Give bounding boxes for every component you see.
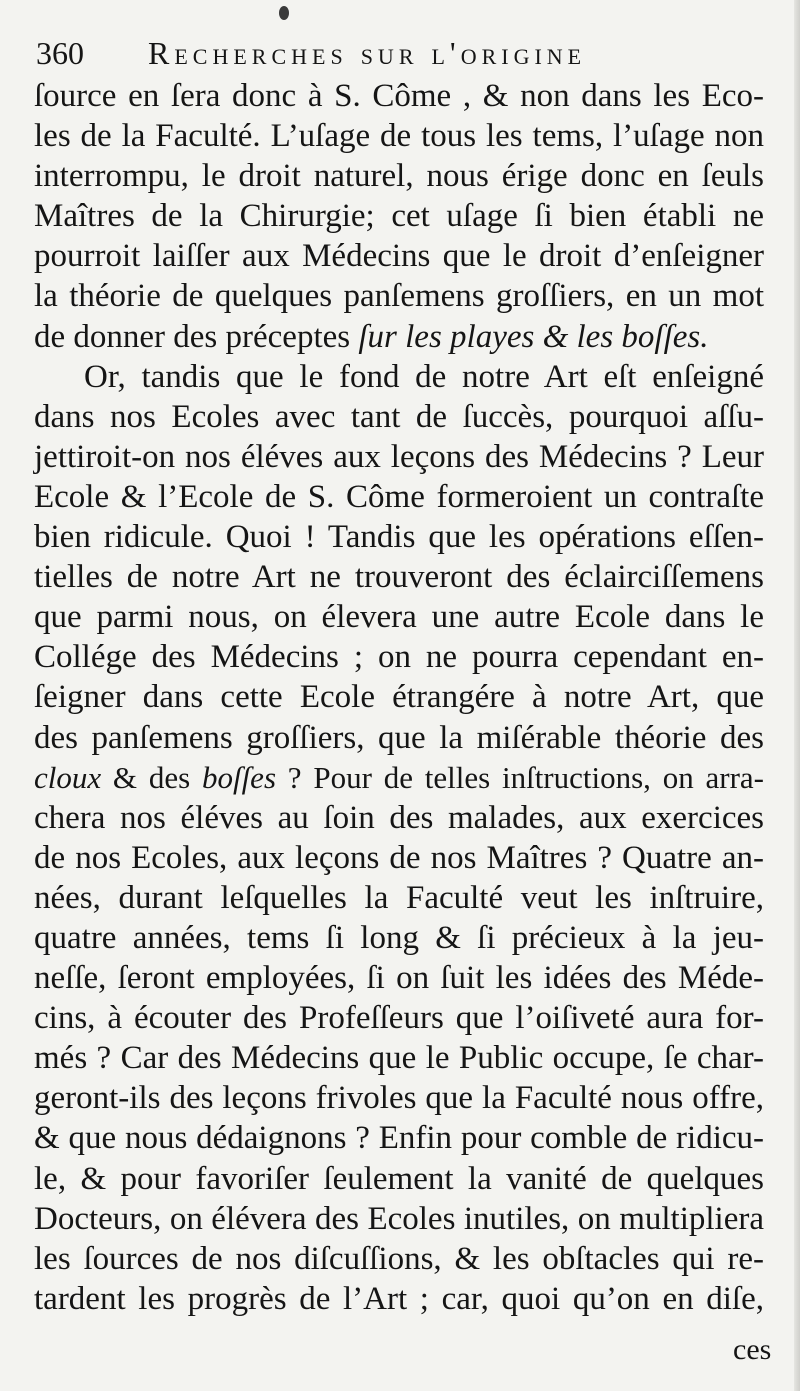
ink-mark bbox=[279, 6, 289, 20]
text-line bbox=[34, 477, 764, 517]
text-line bbox=[34, 156, 764, 196]
text-line bbox=[34, 557, 764, 597]
text-segment: de nos Ecoles, aux leçons de nos Maîtres ? Quatre an- bbox=[34, 839, 764, 876]
text-segment: dans nos Ecoles avec tant de ſuccès, pourquoi aſſu- bbox=[34, 398, 764, 435]
text-line bbox=[34, 718, 764, 758]
text-line bbox=[34, 397, 764, 437]
text-segment: & que nous dédaignons ? Enfin pour comble de ridicu- bbox=[34, 1120, 764, 1157]
text-segment: tielles de notre Art ne trouveront des éclairciſſemens bbox=[34, 559, 764, 596]
page-number: 360 bbox=[36, 35, 84, 71]
text-segment: pourroit laiſſer aux Médecins que le droit d’enſeigner bbox=[34, 238, 764, 275]
text-segment: neſſe, ſeront employées, ſi on ſuit les idées des Méde- bbox=[34, 960, 764, 997]
text-line bbox=[34, 677, 764, 717]
text-segment: Ecole & l’Ecole de S. Côme formeroient un contraſte bbox=[34, 478, 764, 515]
text-segment: interrompu, le droit naturel, nous érige donc en ſeuls bbox=[34, 158, 764, 195]
text-segment: cins, à écouter des Profeſſeurs que l’oiſiveté aura for- bbox=[34, 1000, 764, 1037]
text-segment: & des bbox=[101, 759, 202, 795]
text-line bbox=[34, 1038, 764, 1078]
text-line bbox=[34, 758, 764, 798]
text-line bbox=[34, 597, 764, 637]
text-line bbox=[34, 878, 764, 918]
page-header bbox=[36, 30, 756, 76]
text-segment: Maîtres de la Chirurgie; cet uſage ſi bien établi ne bbox=[34, 198, 764, 235]
text-segment: la théorie de quelques panſemens groſſiers, en un mot bbox=[34, 278, 764, 315]
text-segment: que parmi nous, on élevera une autre Ecole dans le bbox=[34, 599, 764, 636]
text-segment: ? Pour de telles inſtructions, on arra- bbox=[276, 759, 765, 795]
italic-text: ſur les playes & les boſſes. bbox=[358, 318, 709, 355]
italic-text: cloux bbox=[34, 759, 102, 795]
text-segment: jettiroit-on nos éléves aux leçons des Médecins ? Leur bbox=[34, 438, 764, 475]
text-segment: ſource en ſera donc à S. Côme , & non dans les Eco- bbox=[34, 78, 764, 114]
text-line bbox=[34, 838, 764, 878]
text-line bbox=[34, 116, 764, 156]
text-line bbox=[34, 196, 764, 236]
catchword: ces bbox=[733, 1333, 772, 1366]
text-segment: des panſemens groſſiers, que la miſérable théorie des bbox=[34, 719, 764, 756]
text-segment: bien ridicule. Quoi ! Tandis que les opérations eſſen- bbox=[34, 519, 764, 556]
text-line bbox=[34, 998, 764, 1038]
text-segment: nées, durant leſquelles la Faculté veut les inſtruire, bbox=[34, 879, 764, 916]
text-segment: chera nos éléves au ſoin des malades, aux exercices bbox=[34, 799, 764, 836]
text-segment: de donner des préceptes bbox=[34, 318, 359, 355]
italic-text: boſſes bbox=[201, 759, 277, 795]
text-line bbox=[34, 317, 764, 357]
text-line bbox=[34, 918, 764, 958]
text-line bbox=[34, 517, 764, 557]
text-line bbox=[34, 1279, 764, 1319]
text-line bbox=[34, 958, 764, 998]
text-segment: tardent les progrès de l’Art ; car, quoi qu’on en diſe, bbox=[34, 1280, 764, 1317]
body-text bbox=[34, 76, 764, 1319]
text-segment: Docteurs, on élévera des Ecoles inutiles, on multipliera bbox=[34, 1200, 764, 1237]
text-line bbox=[34, 276, 764, 316]
text-segment: le, & pour favoriſer ſeulement la vanité de quelques bbox=[34, 1160, 764, 1197]
text-segment: Or, tandis que le fond de notre Art eſt enſeigné bbox=[84, 358, 764, 395]
page-edge bbox=[794, 0, 800, 1391]
text-line bbox=[34, 1078, 764, 1118]
running-head: Recherches sur l'origine bbox=[148, 35, 587, 71]
text-line bbox=[34, 1239, 764, 1279]
text-segment: les de la Faculté. L’uſage de tous les tems, l’uſage non bbox=[34, 118, 764, 155]
text-segment: geront-ils des leçons frivoles que la Faculté nous offre, bbox=[34, 1080, 764, 1117]
text-line bbox=[34, 236, 764, 276]
text-line bbox=[34, 437, 764, 477]
text-line bbox=[34, 798, 764, 838]
text-line bbox=[34, 1199, 764, 1239]
text-line bbox=[34, 1118, 764, 1158]
text-segment: les ſources de nos diſcuſſions, & les obſtacles qui re- bbox=[34, 1240, 764, 1277]
text-segment: més ? Car des Médecins que le Public occupe, ſe char- bbox=[34, 1040, 764, 1077]
text-segment: Collége des Médecins ; on ne pourra cependant en- bbox=[34, 639, 764, 676]
text-line bbox=[34, 357, 764, 397]
text-line bbox=[34, 637, 764, 677]
text-segment: quatre années, tems ſi long & ſi précieux à la jeu- bbox=[34, 919, 764, 956]
text-segment: ſeigner dans cette Ecole étrangére à notre Art, que bbox=[34, 679, 764, 716]
text-line bbox=[34, 1159, 764, 1199]
text-line bbox=[34, 76, 764, 116]
